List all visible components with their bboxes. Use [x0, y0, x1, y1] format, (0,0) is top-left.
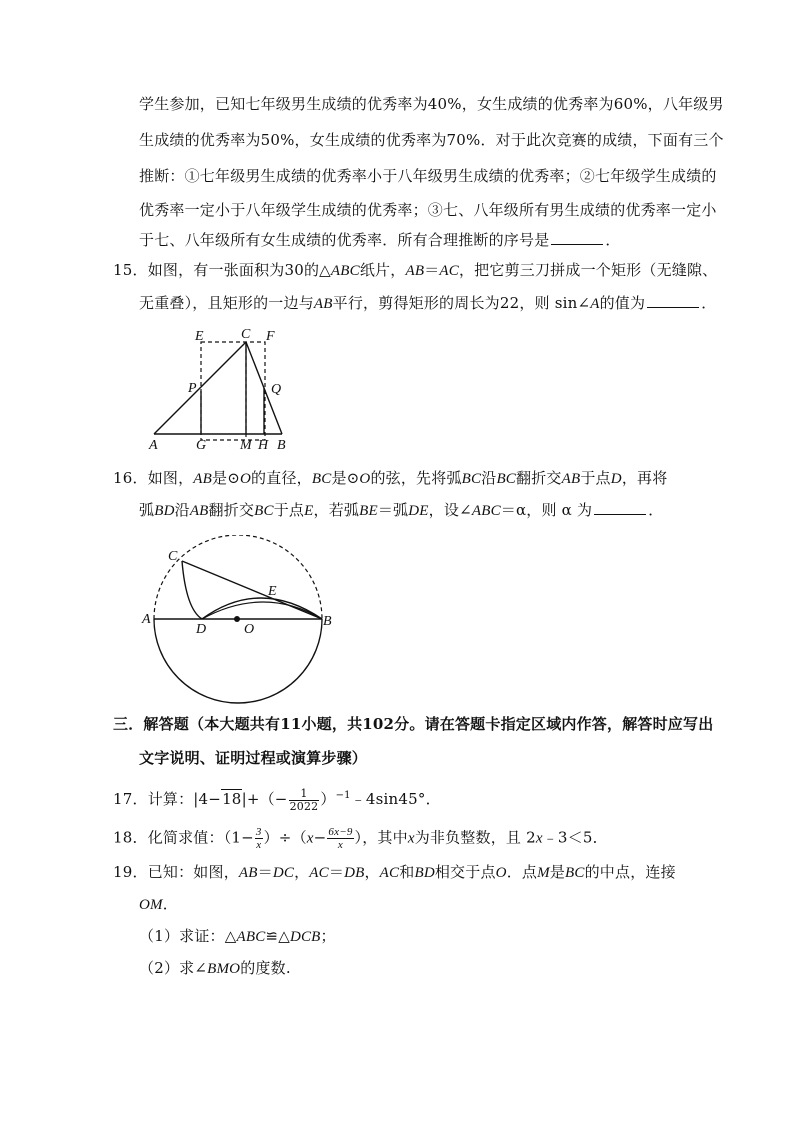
label-C: C: [168, 549, 178, 564]
q19-line-1: 19．已知：如图，AB＝DC，AC＝DB，AC和BD相交于点O．点M是BC的中点，连接: [113, 863, 676, 881]
label-B: B: [323, 614, 332, 629]
answer-blank: [551, 230, 603, 245]
label-A: A: [142, 612, 151, 627]
fraction-3-x: $\frac{3}{x}$: [255, 826, 262, 851]
label-F: F: [266, 329, 275, 344]
label-B: B: [277, 438, 286, 453]
q15-triangle-figure: [140, 322, 305, 454]
q14-line-5: 于七、八年级所有女生成绩的优秀率．所有合理推断的序号是 ．: [139, 231, 621, 249]
q14-line-3: 推断：①七年级男生成绩的优秀率小于八年级男生成绩的优秀率；②七年级学生成绩的: [139, 167, 717, 185]
q17-line: 17．计算：|4−18|+（− $\frac{1}{2022}$ ）$^{-1}$﹣4sin45°．: [113, 786, 441, 813]
label-G: G: [196, 438, 207, 453]
section3-line-1: 三．解答题（本大题共有11小题，共102分。请在答题卡指定区域内作答，解答时应写出: [113, 715, 714, 733]
q16-line-1: 16．如图，AB是⊙O的直径，BC是⊙O的弦，先将弧BC沿BC翻折交AB于点D，再将: [113, 469, 668, 487]
q14-line-1: 学生参加，已知七年级男生成绩的优秀率为40%，女生成绩的优秀率为60%，八年级男: [139, 95, 724, 113]
label-A: A: [149, 438, 158, 453]
fraction-6x-9-x: $\frac{6x-9}{x}$: [328, 826, 353, 851]
q19-part-2: （2）求∠BMO的度数.: [139, 959, 291, 977]
answer-blank: [594, 500, 646, 515]
label-E: E: [268, 584, 277, 599]
label-C: C: [241, 327, 251, 342]
label-D: D: [196, 622, 207, 637]
label-Q: Q: [271, 382, 282, 397]
q14-line-4: 优秀率一定小于八年级学生成绩的优秀率；③七、八年级所有男生成绩的优秀率一定小: [139, 201, 717, 219]
label-E: E: [195, 329, 204, 344]
q19-part-1: （1）求证：△ABC≌△DCB；: [139, 927, 336, 945]
q16-circle-figure: [140, 535, 340, 705]
answer-blank: [647, 293, 699, 308]
label-P: P: [188, 381, 197, 396]
label-H: H: [258, 438, 269, 453]
q18-line: 18．化简求值：（1− $\frac{3}{x}$ ）÷（x− $\frac{6x-9}{x}$ ），其中x为非负整数，且 2x﹣3＜5．: [113, 826, 608, 851]
fraction-1-2022: $\frac{1}{2022}$: [289, 786, 319, 813]
q15-line-1: 15．如图，有一张面积为30的△ABC纸片，AB＝AC，把它剪三刀拼成一个矩形（无缝隙、: [113, 261, 718, 279]
q14-line-2: 生成绩的优秀率为50%，女生成绩的优秀率为70%．对于此次竞赛的成绩，下面有三个: [139, 131, 724, 149]
label-M: M: [240, 438, 252, 453]
q15-line-2: 无重叠），且矩形的一边与AB平行，剪得矩形的周长为22，则 sin∠A的值为 ．: [139, 294, 717, 312]
section3-line-2: 文字说明、证明过程或演算步骤）: [139, 749, 368, 767]
q16-line-2: 弧BD沿AB翻折交BC于点E，若弧BE＝弧DE，设∠ABC＝α，则 α 为 ．: [139, 501, 664, 519]
label-O: O: [244, 622, 255, 637]
q19-line-2: OM．: [139, 895, 178, 913]
